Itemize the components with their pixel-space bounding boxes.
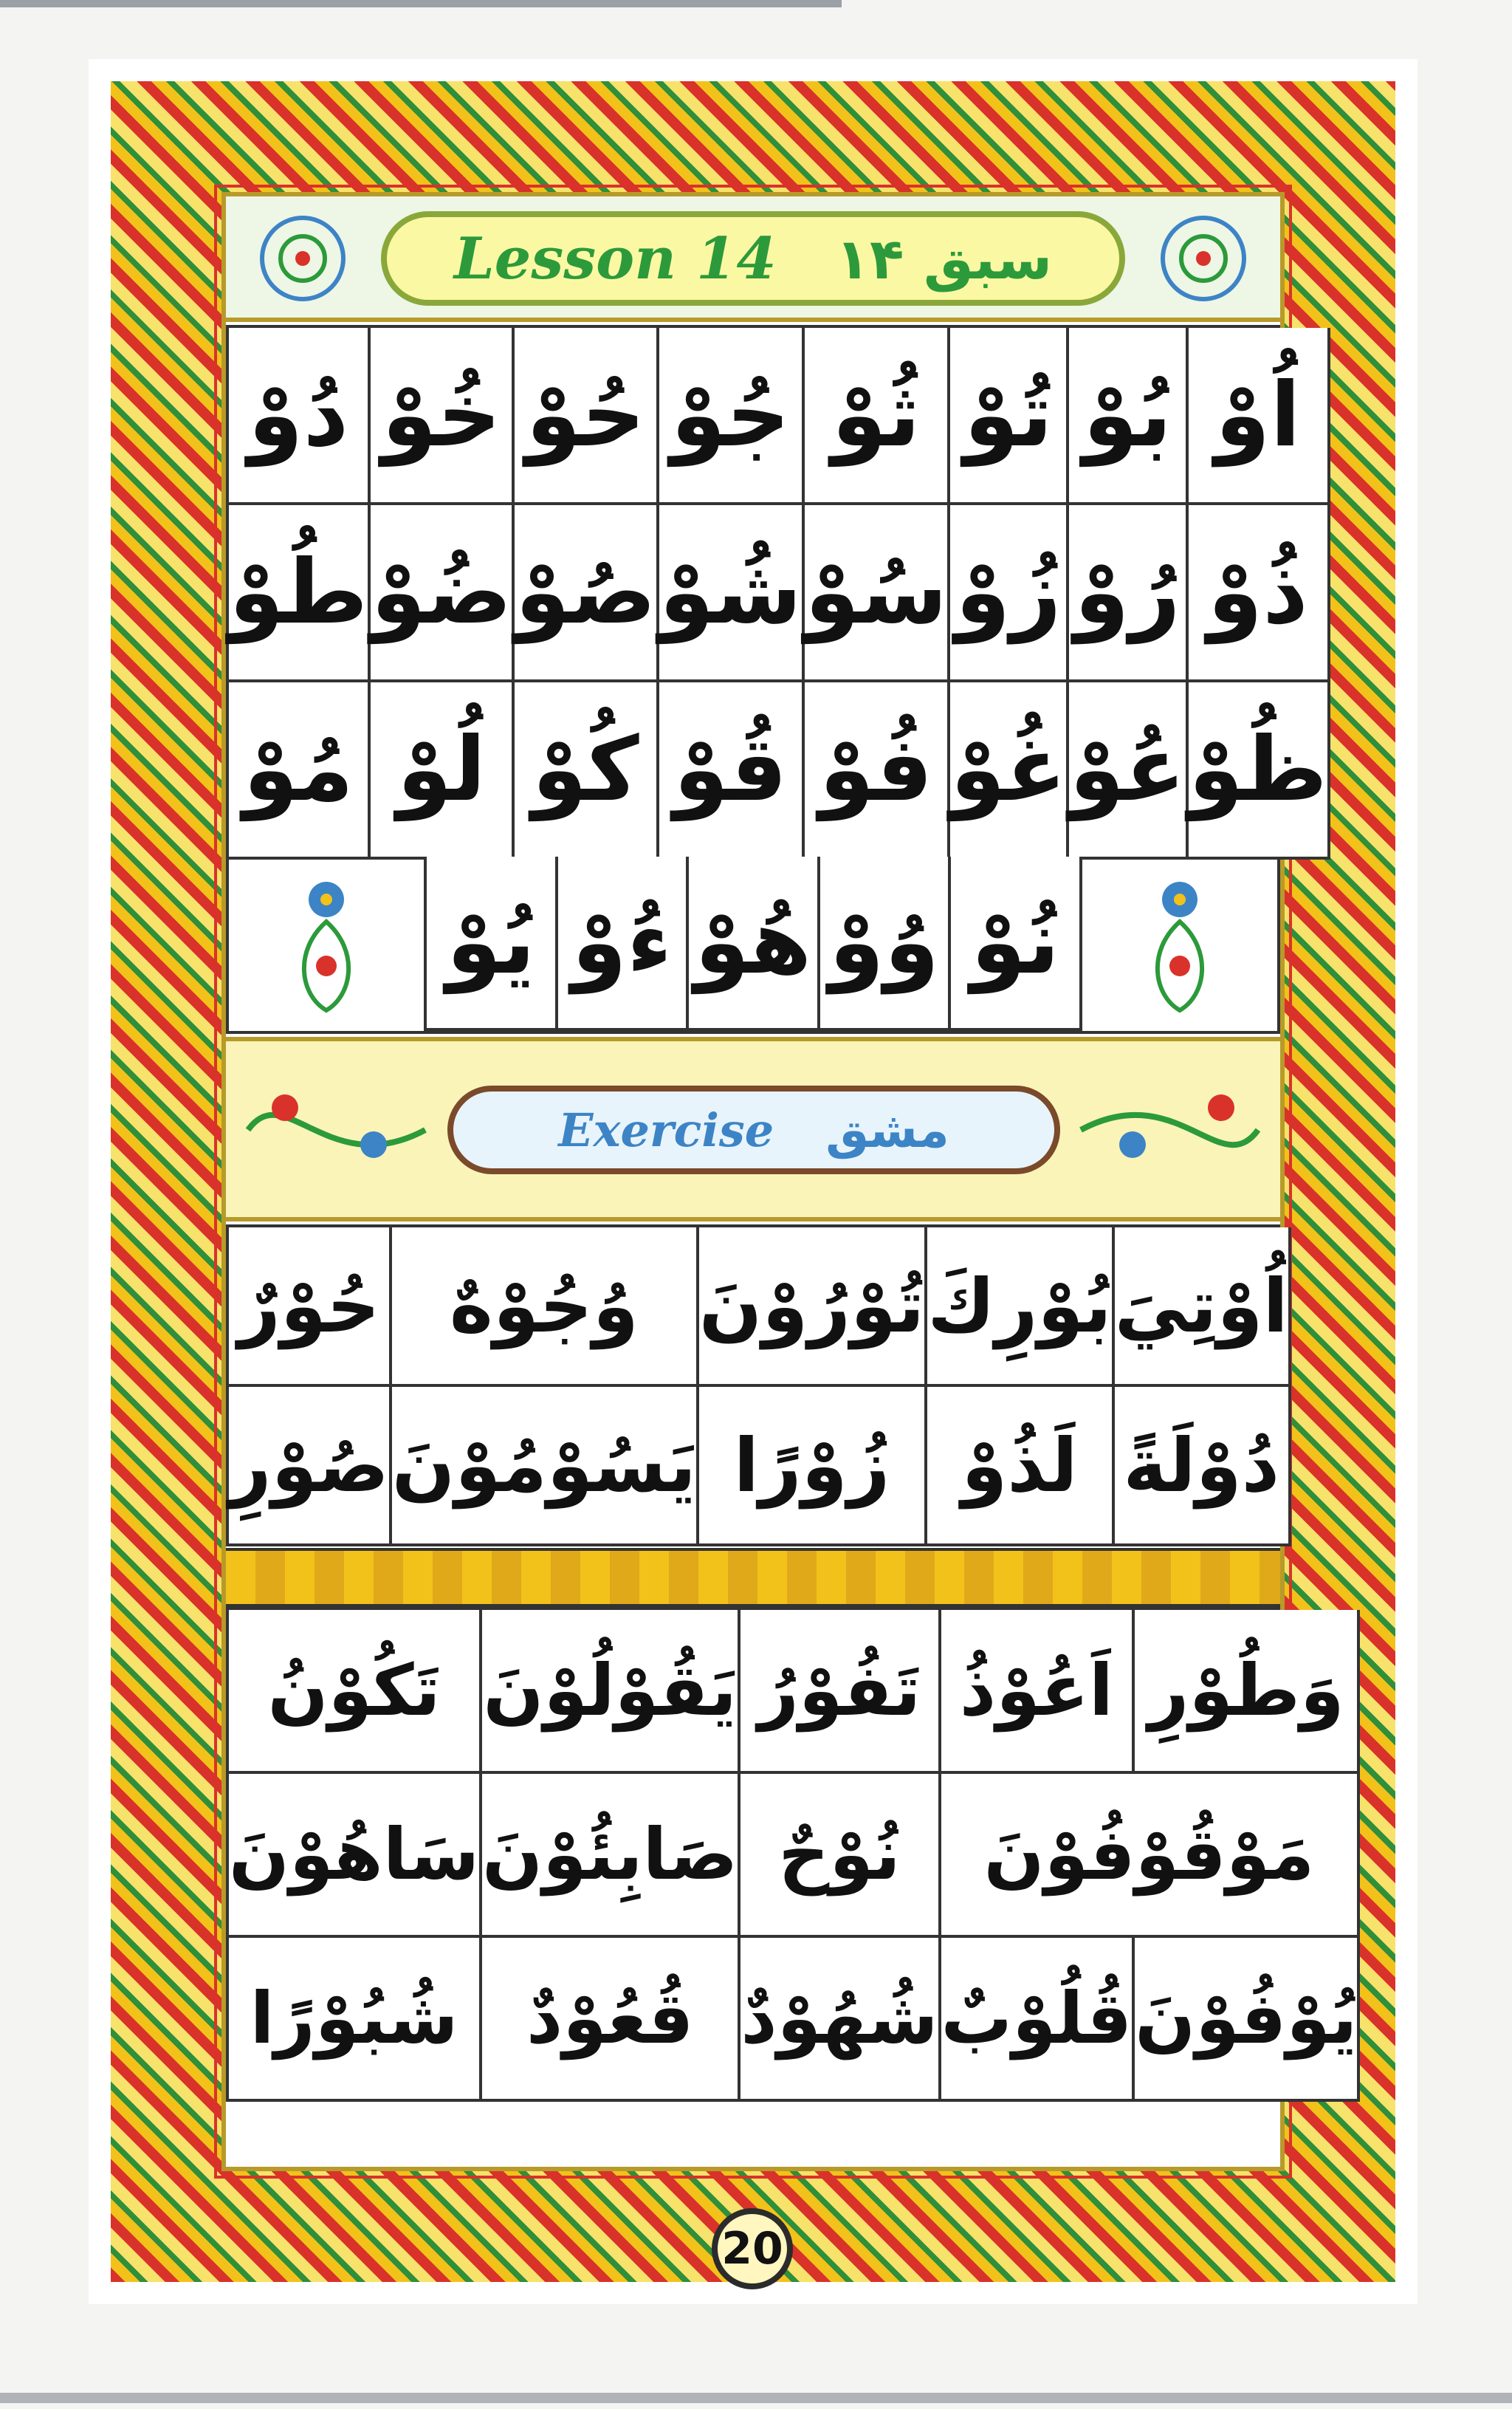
lesson-title-urdu: سبق ۱۴ (835, 225, 1053, 292)
word-cell: زُوْرًا (699, 1387, 927, 1546)
word-cell: صُوْرِ (229, 1387, 392, 1546)
word-cell: يَقُوْلُوْنَ (482, 1610, 740, 1774)
exercise-plaque (447, 1086, 1060, 1174)
letter-cell: ضُوْ (371, 505, 515, 682)
word-cell: يَسُوْمُوْنَ (392, 1387, 699, 1546)
letter-cell: جُوْ (659, 328, 805, 505)
word-cell: تَكُوْنُ (229, 1610, 482, 1774)
letter-cell: هُوْ (689, 857, 820, 1031)
letter-cell: ثُوْ (805, 328, 950, 505)
word-cell: وَطُوْرِ (1135, 1610, 1360, 1774)
word-cell: صَابِئُوْنَ (482, 1774, 740, 1938)
exercise-title-urdu: مشق (825, 1101, 949, 1159)
word-cell: يُوْفُوْنَ (1135, 1938, 1360, 2102)
word-cell: تَفُوْرُ (740, 1610, 941, 1774)
letter-cell: زُوْ (950, 505, 1069, 682)
letters-last-row (226, 857, 1280, 1034)
letter-cell: خُوْ (371, 328, 515, 505)
word-cell: تُوْرُوْنَ (699, 1227, 927, 1387)
letter-cell: تُوْ (950, 328, 1069, 505)
letter-cell: نُوْ (951, 857, 1082, 1031)
letter-cell: كُوْ (515, 682, 659, 860)
letter-cell: صُوْ (515, 505, 659, 682)
floral-ornament-icon (1137, 207, 1270, 310)
scan-top-edge (0, 0, 842, 7)
floral-ornament-icon (236, 207, 369, 310)
exercise-title: Exercise (558, 1103, 774, 1157)
word-cell: بُوْرِكَ (927, 1227, 1114, 1387)
flower-ornament-icon (229, 857, 427, 1031)
letter-cell: قُوْ (659, 682, 805, 860)
word-cell: مَوْقُوْفُوْنَ (941, 1774, 1361, 1938)
letter-cell: يُوْ (427, 857, 558, 1031)
letter-cell: غُوْ (950, 682, 1069, 860)
scan-bottom-edge (0, 2393, 1512, 2403)
letter-cell: شُوْ (659, 505, 805, 682)
page-number: 20 (712, 2208, 793, 2289)
word-cell: قُعُوْدٌ (482, 1938, 740, 2102)
letter-cell: ءُوْ (558, 857, 690, 1031)
letter-cell: دُوْ (229, 328, 371, 505)
vine-ornament-icon (241, 1063, 433, 1196)
letter-cell: طُوْ (229, 505, 371, 682)
lesson-title: Lesson 14 (453, 225, 777, 292)
exercise-header (226, 1037, 1280, 1221)
word-cell: نُوْحٌ (740, 1774, 941, 1938)
letter-cell: عُوْ (1069, 682, 1188, 860)
word-cell: حُوْرٌ (229, 1227, 392, 1387)
word-cell: قُلُوْبٌ (941, 1938, 1135, 2102)
ornamental-divider (226, 1548, 1280, 1607)
letter-cell: حُوْ (515, 328, 659, 505)
letter-cell: بُوْ (1069, 328, 1188, 505)
word-cell: لَذُوْ (927, 1387, 1114, 1546)
word-cell: شُهُوْدٌ (740, 1938, 941, 2102)
exercise-grid (226, 1224, 1288, 1546)
word-cell: وُجُوْهٌ (392, 1227, 699, 1387)
letter-cell: اُوْ (1189, 328, 1330, 505)
vine-ornament-icon (1073, 1063, 1265, 1196)
word-cell: سَاهُوْنَ (229, 1774, 482, 1938)
word-cell: شُبُوْرًا (229, 1938, 482, 2102)
letter-cell: رُوْ (1069, 505, 1188, 682)
letter-cell: مُوْ (229, 682, 371, 860)
letter-cell: ظُوْ (1189, 682, 1330, 860)
letter-cell: لُوْ (371, 682, 515, 860)
letter-cell: ذُوْ (1189, 505, 1330, 682)
lesson-header (226, 196, 1280, 322)
flower-ornament-icon (1082, 857, 1280, 1031)
letter-cell: فُوْ (805, 682, 950, 860)
letter-cell: سُوْ (805, 505, 950, 682)
title-plaque (381, 211, 1125, 306)
practice-grid (226, 1607, 1358, 2102)
word-cell: دُوْلَةً (1115, 1387, 1291, 1546)
word-cell: اُوْتِيَ (1115, 1227, 1291, 1387)
letters-grid (226, 325, 1327, 860)
letter-cell: وُوْ (820, 857, 952, 1031)
word-cell: اَعُوْذُ (941, 1610, 1135, 1774)
